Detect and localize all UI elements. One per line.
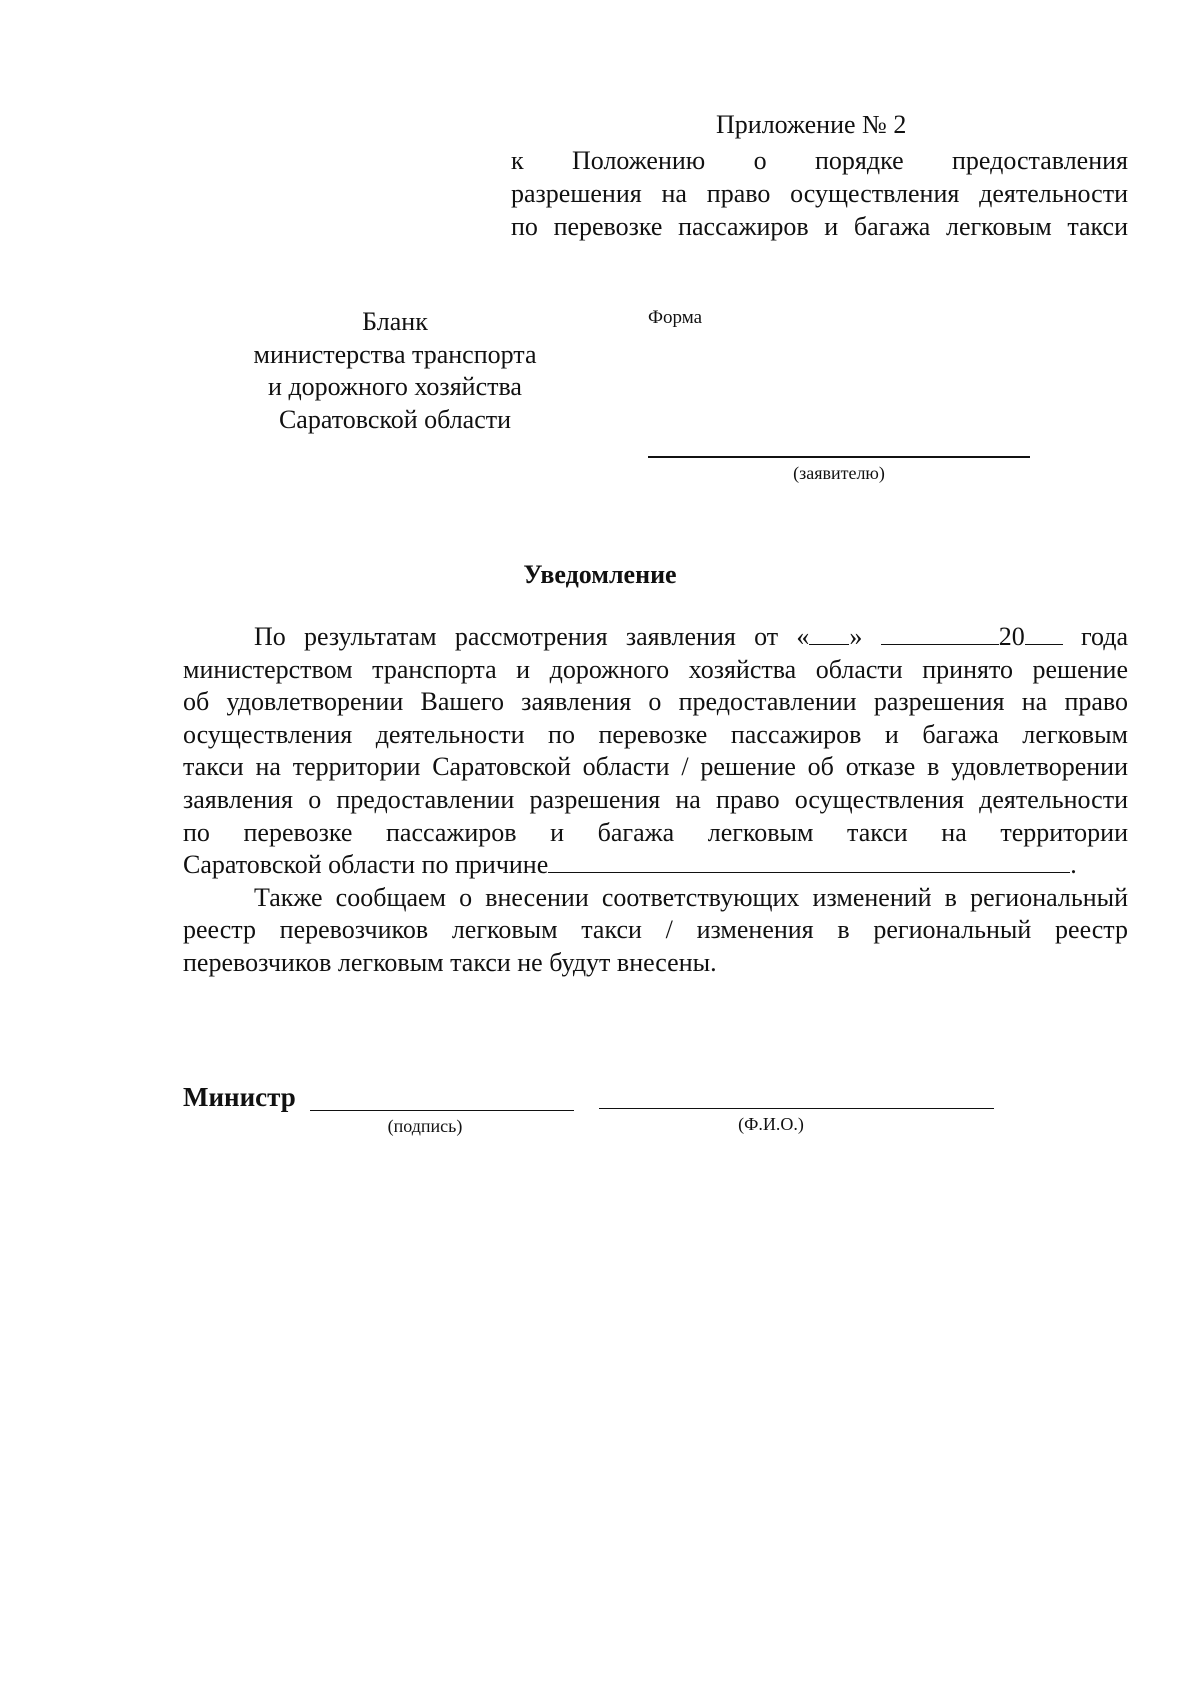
- body-line-7: по перевозке пассажиров и багажа легковым такси на территории: [183, 817, 1128, 847]
- applicant-caption: (заявителю): [793, 463, 885, 483]
- body-line-11: перевозчиков легковым такси не будут внесены.: [183, 947, 717, 977]
- form-label: Форма: [648, 307, 703, 328]
- date-month-field[interactable]: [881, 622, 999, 645]
- blank-line-3: и дорожного хозяйства: [268, 372, 522, 401]
- body-line-4: осуществления деятельности по перевозке пассажиров и багажа легковым: [183, 719, 1128, 749]
- reason-field[interactable]: [548, 850, 1070, 873]
- body-text-fragment: 20: [998, 622, 1025, 651]
- notice-body: [183, 621, 1128, 980]
- appendix-line-1: к Положению о порядке предоставления: [511, 146, 1128, 175]
- signature-caption: (подпись): [387, 1116, 463, 1136]
- blank-line-2: министерства транспорта: [253, 339, 537, 369]
- date-year-field[interactable]: [1025, 622, 1063, 645]
- body-line-1: [183, 621, 1128, 654]
- body-line-3: об удовлетворении Вашего заявления о предоставлении разрешения на право: [183, 687, 1128, 717]
- blank-line-4: Саратовской области: [278, 404, 512, 434]
- body-text-fragment: года: [1080, 622, 1129, 651]
- fio-caption: (Ф.И.О.): [738, 1114, 804, 1134]
- fio-field-line[interactable]: [599, 1108, 994, 1109]
- minister-label: Министр: [183, 1082, 296, 1112]
- body-line-5: такси на территории Саратовской области / решение об отказе в удовлетворении: [183, 752, 1128, 782]
- blank-line-1: Бланк: [362, 307, 428, 336]
- signature-field-line[interactable]: [310, 1110, 574, 1111]
- date-day-field[interactable]: [809, 622, 849, 645]
- body-text-fragment: »: [849, 622, 863, 651]
- body-line-8: [183, 849, 1128, 882]
- body-line-2: министерством транспорта и дорожного хозяйства области принято решение: [183, 654, 1128, 684]
- body-line-9: Также сообщаем о внесении соответствующих изменений в региональный: [254, 882, 1128, 912]
- appendix-line-2: разрешения на право осуществления деятельности: [511, 179, 1128, 208]
- appendix-line-3: по перевозке пассажиров и багажа легковым такси: [511, 212, 1128, 241]
- body-text-fragment: .: [1070, 850, 1077, 880]
- notice-title: Уведомление: [523, 560, 677, 589]
- body-line-10: реестр перевозчиков легковым такси / изменения в региональный реестр: [183, 915, 1128, 945]
- body-line-6: заявления о предоставлении разрешения на право осуществления деятельности: [183, 784, 1128, 814]
- ministry-blank: [220, 306, 570, 436]
- body-text-fragment: Саратовской области по причине: [183, 850, 549, 880]
- appendix-title: Приложение № 2: [716, 110, 907, 139]
- body-text-fragment: По результатам рассмотрения заявления от «: [254, 622, 810, 651]
- appendix-reference: [511, 144, 1128, 243]
- applicant-field-line[interactable]: [648, 456, 1030, 458]
